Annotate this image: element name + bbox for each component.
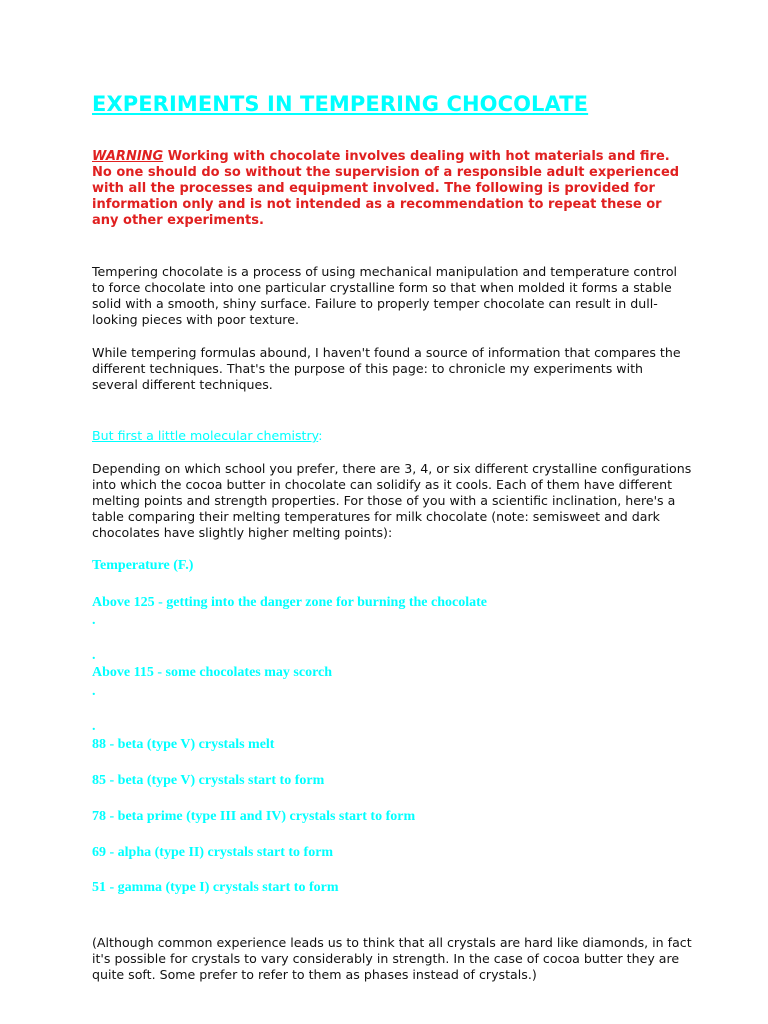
spacer-dot: . [92,613,96,628]
page-title: EXPERIMENTS IN TEMPERING CHOCOLATE [92,92,589,116]
temperature-row: 69 - alpha (type II) crystals start to form [92,845,334,860]
warning-label: WARNING [92,149,164,164]
phases-paragraph: (Although common experience leads us to think that all crystals are hard like diamonds, in fact it's possible for crystals to vary considerably in strength. In the case of cocoa butter they are quite soft. Some prefer to refer to them as phases instead of crystals.) [92,935,692,982]
section-heading-colon: : [318,428,323,443]
temperature-row: 51 - gamma (type I) crystals start to form [92,880,339,895]
purpose-paragraph: While tempering formulas abound, I haven't found a source of information that compares the different techniques. That's the purpose of this page: to chronicle my experiments with several different techniques. [92,345,681,392]
temperature-row: Above 125 - getting into the danger zone for burning the chocolate [92,595,487,610]
section-heading [92,428,322,443]
temperature-row: 85 - beta (type V) crystals start to form [92,773,325,788]
warning-notice [92,149,692,229]
intro-paragraph: Tempering chocolate is a process of using mechanical manipulation and temperature control to force chocolate into one particular crystalline form so that when molded it forms a stable solid with a smooth, shiny surface. Failure to properly temper chocolate can result in dull-looking pieces with poor texture. [92,264,678,327]
spacer-dot: . [92,684,96,699]
temperature-row: 88 - beta (type V) crystals melt [92,737,275,752]
spacer-dot: . [92,648,96,663]
temperature-table-header: Temperature (F.) [92,558,194,573]
warning-text: Working with chocolate involves dealing with hot materials and fire. No one should do so without the supervision of a responsible adult experienced with all the processes and equipment involved. The following is provided for information only and is not intended as a recommendation to repeat these or any other experiments. [92,149,680,228]
molecular-chemistry-link[interactable]: But first a little molecular chemistry [92,428,319,443]
crystals-paragraph: Depending on which school you prefer, there are 3, 4, or six different crystalline configurations into which the cocoa butter in chocolate can solidify as it cools. Each of them have different melting points and strength properties. For those of you with a scientific inclination, here's a table comparing their melting temperatures for milk chocolate (note: semisweet and dark chocolates have slightly higher melting points): [92,461,692,540]
temperature-row: 78 - beta prime (type III and IV) crystals start to form [92,809,416,824]
temperature-row: Above 115 - some chocolates may scorch [92,665,333,680]
spacer-dot: . [92,719,96,734]
